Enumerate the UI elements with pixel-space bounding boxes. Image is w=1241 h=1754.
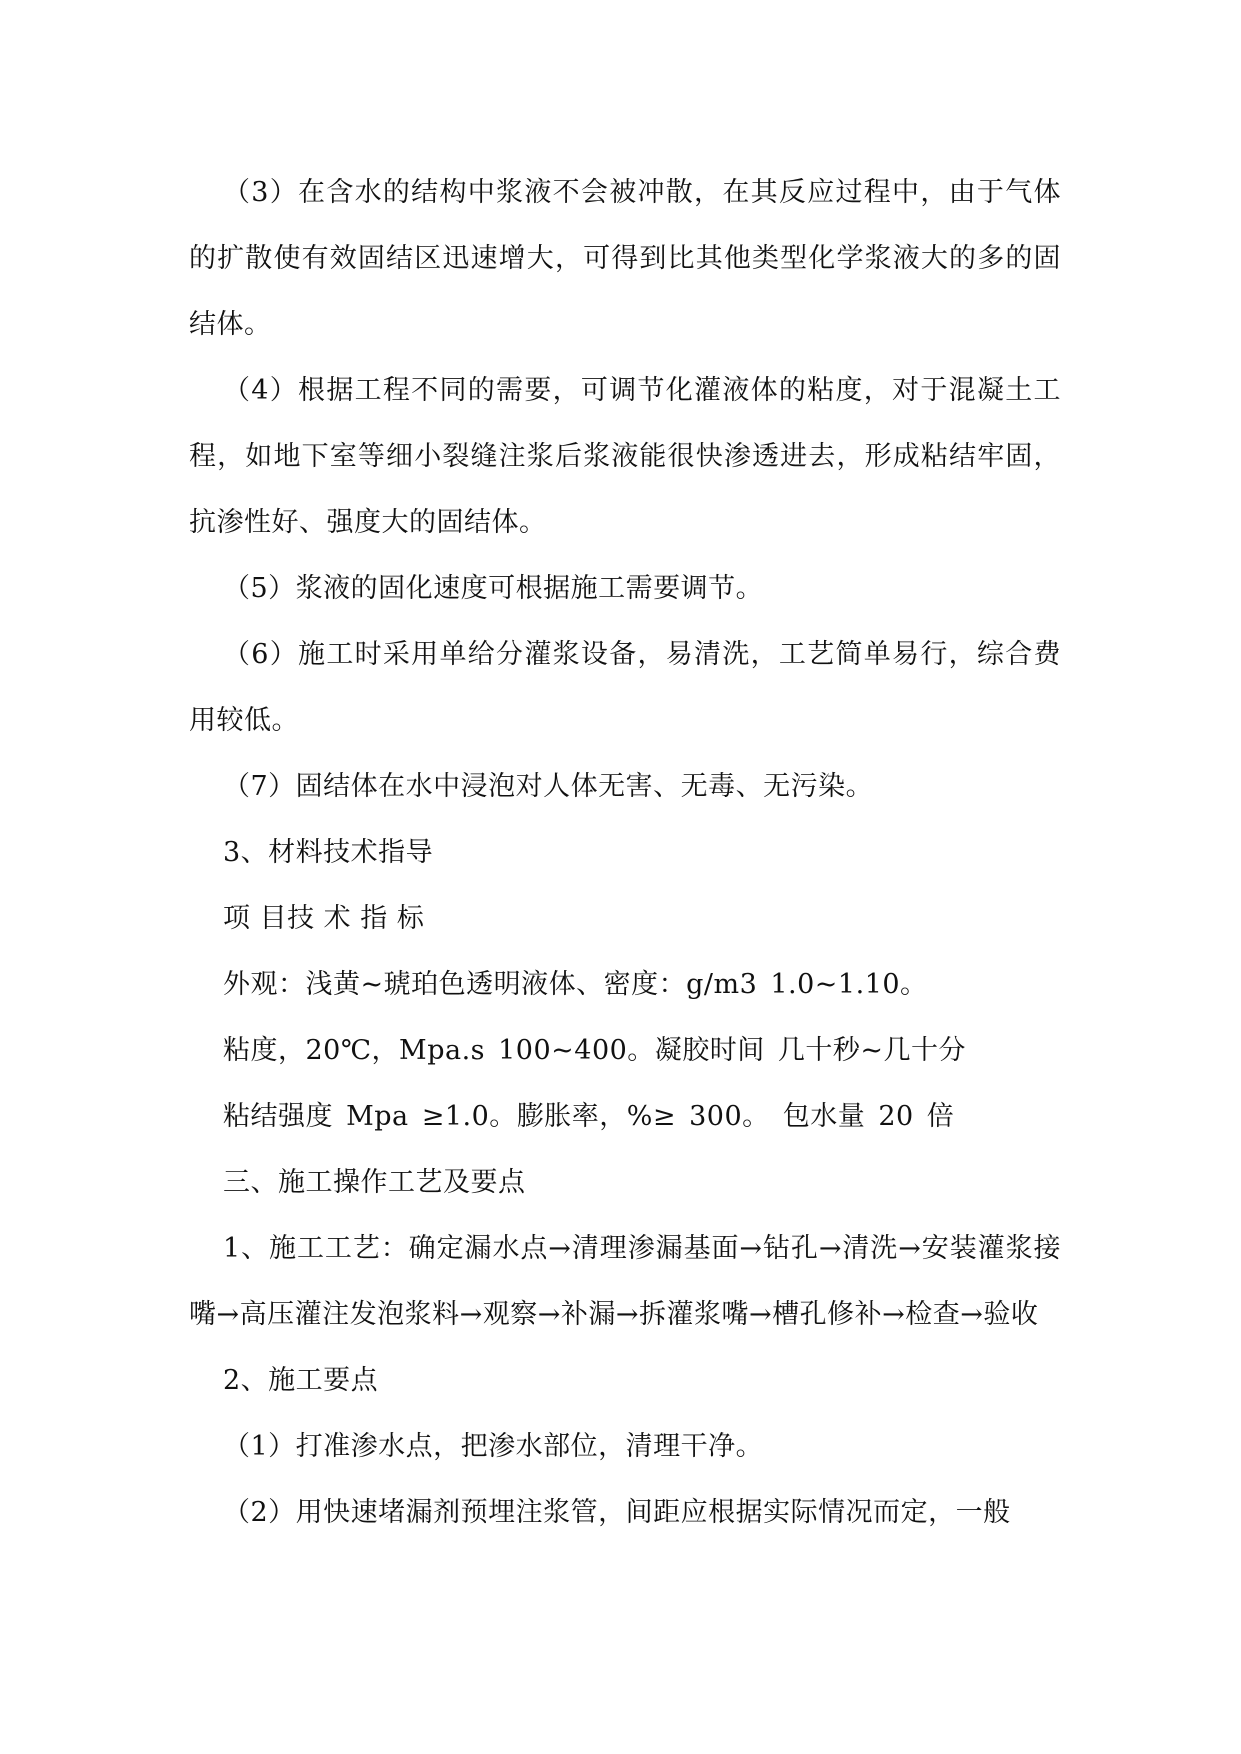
spec-table-header: 项 目技 术 指 标 (223, 903, 425, 934)
paragraph-3: （3）在含水的结构中浆液不会被冲散，在其反应过程中，由于气体的扩散使有效固结区迅速增大，可得到比其他类型化学浆液大的多的固结体。 (189, 177, 1061, 340)
process-flow-paragraph: 1、施工工艺：确定漏水点→清理渗漏基面→钻孔→清洗→安装灌浆接嘴→高压灌注发泡浆料→观察→补漏→拆灌浆嘴→槽孔修补→检查→验收 (189, 1233, 1061, 1330)
construction-point-2: （2）用快速堵漏剂预埋注浆管，间距应根据实际情况而定，一般 (223, 1497, 1011, 1528)
paragraph-4: （4）根据工程不同的需要，可调节化灌液体的粘度，对于混凝土工程，如地下室等细小裂缝注浆后浆液能很快渗透进去，形成粘结牢固，抗渗性好、强度大的固结体。 (189, 375, 1061, 538)
paragraph-7: （7）固结体在水中浸泡对人体无害、无毒、无污染。 (223, 771, 874, 802)
document-body (189, 160, 1061, 1546)
spec-row-viscosity: 粘度，20℃，Mpa.s 100~400。凝胶时间 几十秒~几十分 (223, 1035, 967, 1066)
paragraph-6: （6）施工时采用单给分灌浆设备，易清洗，工艺简单易行，综合费用较低。 (189, 639, 1061, 736)
spec-row-strength: 粘结强度 Mpa ≥1.0。膨胀率，%≥ 300。 包水量 20 倍 (223, 1101, 955, 1132)
paragraph-5: （5）浆液的固化速度可根据施工需要调节。 (223, 573, 764, 604)
chapter-heading-construction: 三、施工操作工艺及要点 (223, 1167, 526, 1198)
construction-points-heading: 2、施工要点 (223, 1365, 379, 1396)
spec-row-appearance: 外观：浅黄~琥珀色透明液体、密度：g/m3 1.0~1.10。 (223, 969, 928, 1000)
section-heading-materials: 3、材料技术指导 (223, 837, 434, 868)
construction-point-1: （1）打准渗水点，把渗水部位，清理干净。 (223, 1431, 764, 1462)
